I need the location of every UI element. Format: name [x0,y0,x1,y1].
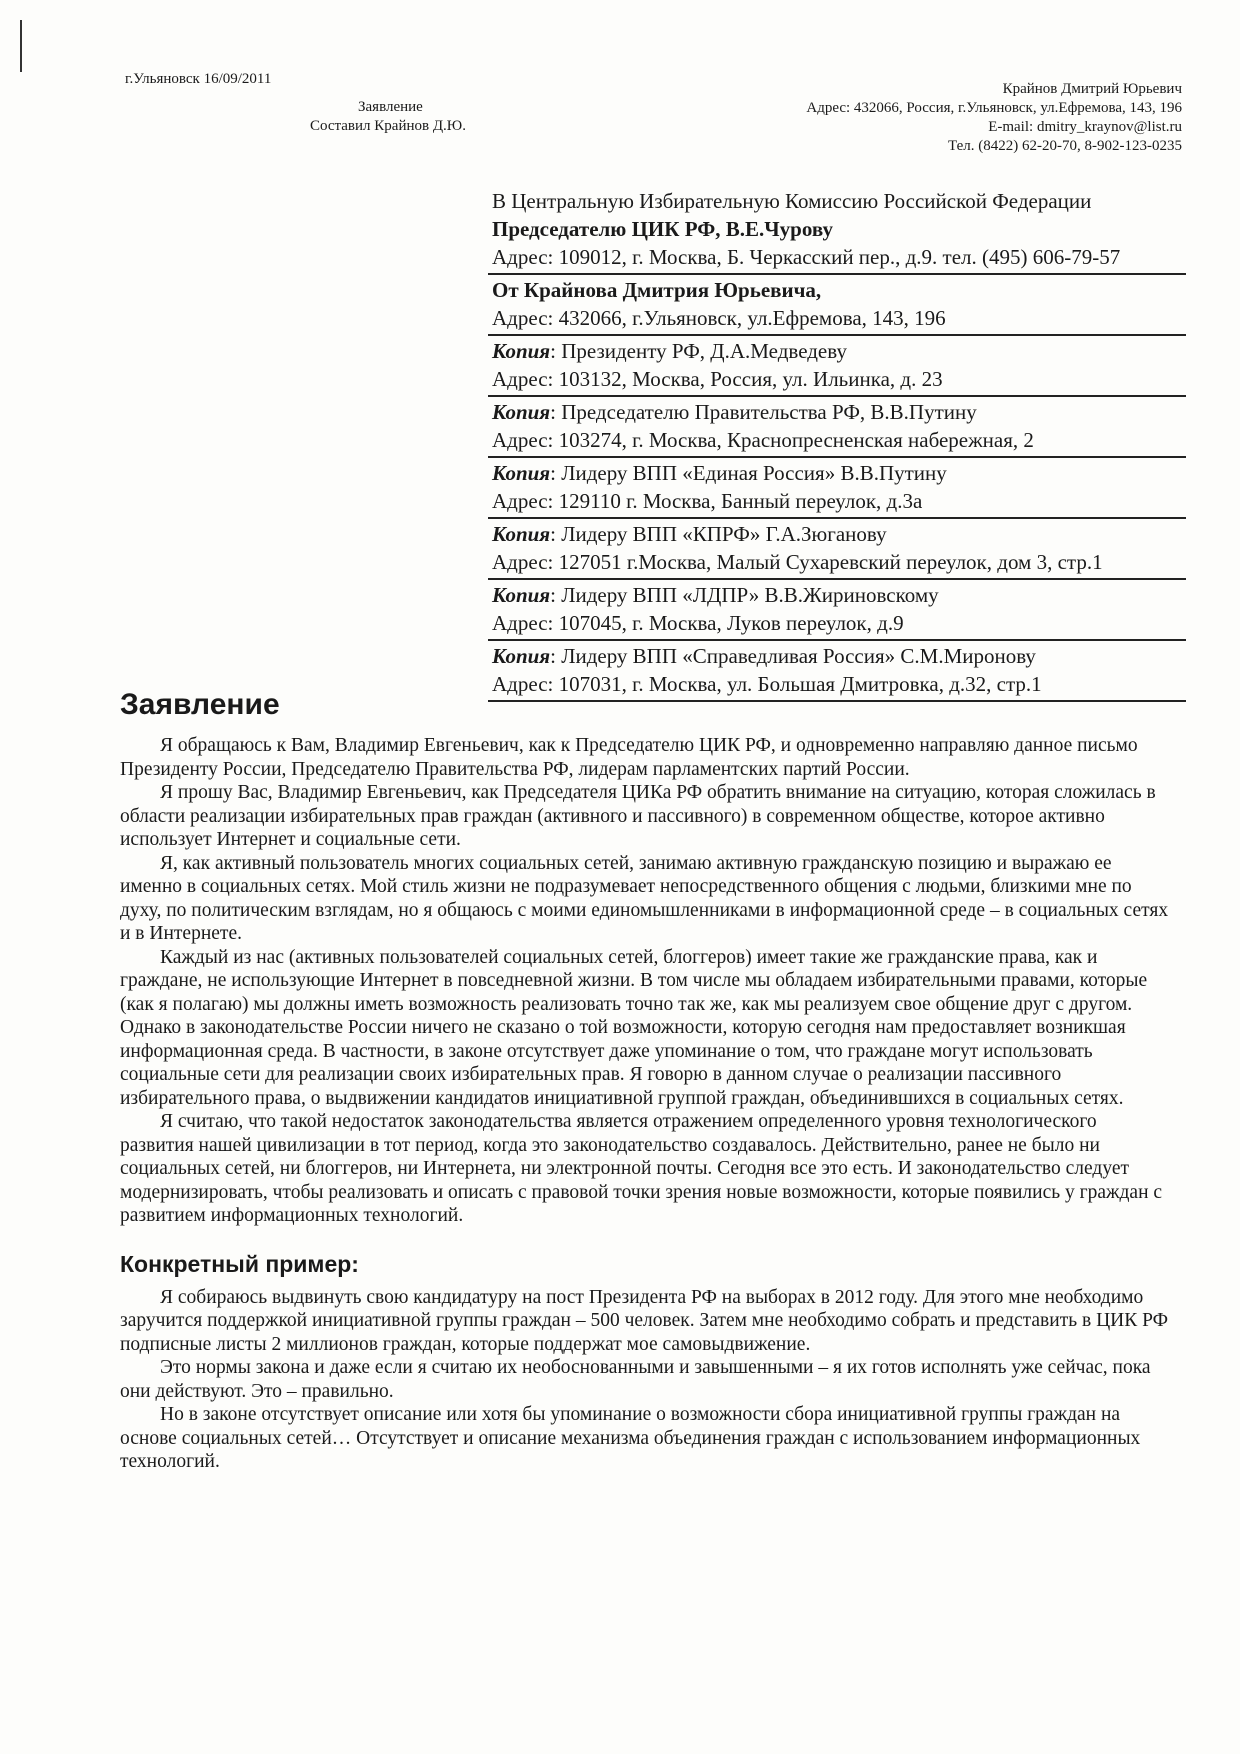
copy-line [492,642,1186,670]
copy-line [492,581,1186,609]
copy-recipient-name: : Лидеру ВПП «КПРФ» Г.А.Зюганову [550,522,887,546]
copy-line [492,398,1186,426]
place-date: г.Ульяновск 16/09/2011 [125,71,272,87]
sender-block [488,275,1186,336]
body-paragraph: Я обращаюсь к Вам, Владимир Евгеньевич, как к Председателю ЦИК РФ, и одновременно направляю данное письмо Президенту России, Председателю Правительства РФ, лидерам парламентских партий России. [120,735,1138,780]
copy-recipient [488,519,1186,580]
body-paragraph: Каждый из нас (активных пользователей социальных сетей, блоггеров) имеет такие же гражданские права, как и граждане, не использующие Интернет в повседневной жизни. В том числе мы обладаем избирательными правами, которые (как я полагаю) мы должны иметь возможность реализовать точно так же, как мы реализуем свое общение друг с другом. Однако в законодательстве России ничего не сказано о той возможности, которую сегодня нам предоставляет возникшая информационная среда. В частности, в законе отсутствует даже упоминание о том, что граждане могут использовать социальные сети для реализации своих избирательных прав. Я говорю в данном случае о реализации пассивного избирательного права, о выдвижении кандидатов инициативной группой граждан, объединившихся в социальных сетях. [120,946,1148,1109]
copy-label: Копия [492,583,551,607]
copy-recipient [488,397,1186,458]
copy-recipient-name: : Лидеру ВПП «ЛДПР» В.В.Жириновскому [550,583,939,607]
body-paragraph: Я прошу Вас, Владимир Евгеньевич, как Председателя ЦИКа РФ обратить внимание на ситуацию, которая сложилась в области реализации избирательных прав граждан (активного и пассивного) в современном обществе, которое активно использует Интернет и социальные сети. [120,782,1156,850]
sender-address: Адрес: 432066, г.Ульяновск, ул.Ефремова, 143, 196 [492,306,946,330]
copy-address: Адрес: 107031, г. Москва, ул. Большая Дмитровка, д.32, стр.1 [492,672,1042,696]
recipient-line: В Центральную Избирательную Комиссию Российской Федерации [492,189,1092,213]
author-email: E-mail: dmitry_kraynov@list.ru [988,119,1182,135]
recipient-address: Адрес: 109012, г. Москва, Б. Черкасский пер., д.9. тел. (495) 606-79-57 [492,245,1121,269]
author-contact-block [806,80,1182,156]
copy-label: Копия [492,400,551,424]
copy-address: Адрес: 107045, г. Москва, Луков переулок, д.9 [492,611,904,635]
sender-name: От Крайнова Дмитрия Юрьевича, [492,278,822,302]
recipient-address-block [488,186,1186,702]
statement-heading: Заявление [120,688,280,721]
copy-label: Копия [492,339,551,363]
author-name: Крайнов Дмитрий Юрьевич [1002,81,1182,97]
recipient-cik [488,186,1186,275]
copy-recipient [488,580,1186,641]
scan-artifact-mark [20,20,22,72]
example-heading: Конкретный пример: [120,1250,359,1277]
document-body [120,688,1170,1474]
copy-recipient-name: : Президенту РФ, Д.А.Медведеву [550,339,847,363]
recipient-line: Председателю ЦИК РФ, В.Е.Чурову [492,217,833,241]
header-doc-title: Заявление [358,99,423,115]
header-left [125,70,466,136]
example-paragraph: Но в законе отсутствует описание или хотя бы упоминание о возможности сбора инициативной группы граждан на основе социальных сетей… Отсутствует и описание механизма объединения граждан с использованием информационных технологий. [120,1404,1141,1472]
author-address: Адрес: 432066, Россия, г.Ульяновск, ул.Ефремова, 143, 196 [806,100,1182,116]
copy-label: Копия [492,644,551,668]
copy-label: Копия [492,522,551,546]
body-paragraph: Я считаю, что такой недостаток законодательства является отражением определенного уровня технологического развития нашей цивилизации в тот период, когда это законодательство создавалось. Действительно, ранее не было ни социальных сетей, ни блоггеров, ни Интернета, ни электронной почты. Сегодня все это есть. И законодательство следует модернизировать, чтобы реализовать и описать с правовой точки зрения новые возможности, которые появились у граждан с развитием информационных технологий. [120,1111,1163,1226]
body-paragraph: Я, как активный пользователь многих социальных сетей, занимаю активную гражданскую позицию и выражаю ее именно в социальных сетях. Мой стиль жизни не подразумевает непосредственного общения с людьми, близкими мне по духу, по политическим взглядам, но я общаюсь с моими единомышленниками в информационной среде – в социальных сетях и в Интернете. [120,852,1169,944]
copy-label: Копия [492,461,551,485]
copy-line [492,520,1186,548]
copy-recipient-name: : Председателю Правительства РФ, В.В.Путину [550,400,977,424]
copy-address: Адрес: 103274, г. Москва, Краснопресненская набережная, 2 [492,428,1034,452]
copy-line [492,459,1186,487]
author-phone: Тел. (8422) 62-20-70, 8-902-123-0235 [948,138,1182,154]
copy-address: Адрес: 129110 г. Москва, Банный переулок, д.3а [492,489,923,513]
copy-recipient-name: : Лидеру ВПП «Единая Россия» В.В.Путину [550,461,947,485]
copy-line [492,337,1186,365]
copy-recipient-name: : Лидеру ВПП «Справедливая Россия» С.М.Миронову [550,644,1036,668]
copy-recipient [488,336,1186,397]
example-paragraph: Я собираюсь выдвинуть свою кандидатуру на пост Президента РФ на выборах в 2012 году. Для этого мне необходимо заручится поддержкой инициативной группы граждан – 500 человек. Затем мне необходимо собрать и представить в ЦИК РФ подписные листы 2 миллионов граждан, которые поддержат мое самовыдвижение. [120,1286,1169,1355]
copy-address: Адрес: 127051 г.Москва, Малый Сухаревский переулок, дом 3, стр.1 [492,550,1103,574]
compiled-by: Составил Крайнов Д.Ю. [310,118,466,134]
copy-address: Адрес: 103132, Москва, Россия, ул. Ильинка, д. 23 [492,367,943,391]
copy-recipient [488,458,1186,519]
example-paragraph: Это нормы закона и даже если я считаю их необоснованными и завышенными – я их готов исполнять уже сейчас, пока они действуют. Это – правильно. [120,1357,1151,1402]
